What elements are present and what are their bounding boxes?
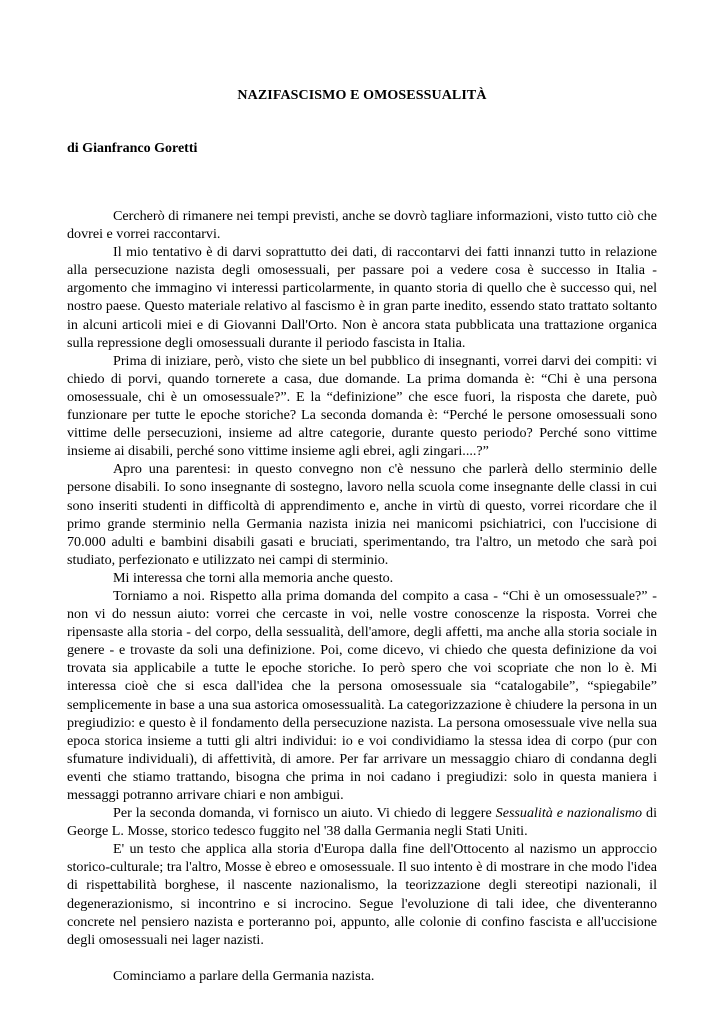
closing-paragraph: Cominciamo a parlare della Germania nazista.: [113, 967, 375, 984]
paragraph: Apro una parentesi: in questo convegno non c'è nessuno che parlerà dello sterminio delle persone disabili. Io sono insegnante di sostegno, lavoro nella scuola come insegnante delle classi in cui sono inseriti studenti in difficoltà di apprendimento e, anche in virtù di questo, vorrei ricordare che il primo grande sterminio nella Germania nazista inizia nei manicomi psichiatrici, con l'uccisione di 70.000 adulti e bambini disabili gasati e bruciati, sperimentando, tra l'altro, un metodo che sarà poi studiato, perfezionato e utilizzato nei campi di sterminio.: [67, 461, 657, 568]
document-body: [67, 207, 657, 985]
document-title: NAZIFASCISMO E OMOSESSUALITÀ: [237, 88, 487, 103]
paragraph: E' un testo che applica alla storia d'Europa dalla fine dell'Ottocento al nazismo un approccio storico-culturale; tra l'altro, Mosse è ebreo e omosessuale. Il suo intento è di mostrare in che modo l'idea di rispettabilità borghese, il nascente nazionalismo, la teorizzazione degli stereotipi nazionali, il degenerazionismo, si incontrino e si incrocino. Segue l'evoluzione di tali idee, che diventeranno concrete nel pensiero nazista e porteranno poi, appunto, alle colonie di confino fascista e all'uccisione degli omosessuali nei lager nazisti.: [67, 841, 657, 948]
paragraph: Il mio tentativo è di darvi soprattutto dei dati, di raccontarvi dei fatti innanzi tutto in relazione alla persecuzione nazista degli omosessuali, per passare poi a vedere cosa è successo in Italia - argomento che immagino vi interessi particolarmente, in quanto storia di quello che è successo qui, nel nostro paese. Questo materiale relativo al fascismo è in gran parte inedito, essendo stato trattato soltanto in alcuni articoli miei e di Giovanni Dall'Orto. Non è ancora stata pubblicata una trattazione organica sulla repressione degli omosessuali durante il periodo fascista in Italia.: [67, 244, 657, 351]
paragraph: Prima di iniziare, però, visto che siete un bel pubblico di insegnanti, vorrei darvi dei compiti: vi chiedo di porvi, quando tornerete a casa, due domande. La prima domanda è: “Chi è una persona omosessuale, chi è un omosessuale?”. E la “definizione” che esce fuori, la risposta che darete, può funzionare per tutte le epoche storiche? La seconda domanda è: “Perché le persone omosessuali sono vittime delle persecuzioni, insieme ad altre categorie, durante questo periodo? Perché sono vittime insieme ai disabili, perché sono vittime insieme agli ebrei, agli zingari....?”: [67, 352, 657, 460]
author-line: di Gianfranco Goretti: [67, 141, 198, 156]
paragraph: Cercherò di rimanere nei tempi previsti, anche se dovrò tagliare informazioni, visto tutto ciò che dovrei e vorrei raccontarvi.: [67, 208, 657, 243]
paragraph-text: Per la seconda domanda, vi fornisco un aiuto. Vi chiedo di leggere: [113, 805, 496, 822]
book-title: Sessualità e nazionalismo: [495, 805, 643, 822]
paragraph-mosse: [67, 804, 657, 840]
paragraph: Torniamo a noi. Rispetto alla prima domanda del compito a casa - “Chi è un omosessuale?” - non vi do nessun aiuto: vorrei che cercaste in voi, nelle vostre conoscenze la risposta. Vorrei che ripensaste alla storia - del corpo, della sessualità, dell'amore, degli affetti, ma anche alla storia sociale in genere - e trovaste da soli una definizione. Poi, come dicevo, vi chiedo che questa definizione da voi trovata sia applicabile a tutte le epoche storiche. Io però spero che voi scopriate che non lo è. Mi interessa cioè che si esca dall'idea che la persona omosessuale sia “catalogabile”, “spiegabile” semplicemente in base a una sua astorica omosessualità. La categorizzazione è chiudere la persona in un pregiudizio: e questo è il fondamento della persecuzione nazista. La persona omosessuale vive nella sua epoca storica insieme a tutti gli altri individui: io e voi condividiamo la stessa idea di corpo (pur con sfumature individuali), di affettività, di amore. Per far arrivare un messaggio chiaro di condanna degli eventi che stiamo trattando, bisogna che prima in noi cadano i pregiudizi: solo in questa maniera i messaggi potranno arrivare chiari e non ambigui.: [67, 587, 657, 803]
paragraph-text: di George L. Mosse, storico tedesco fuggito nel '38 dalla Germania negli Stati Uniti.: [67, 805, 657, 840]
paragraph: Mi interessa che torni alla memoria anche questo.: [113, 569, 394, 586]
